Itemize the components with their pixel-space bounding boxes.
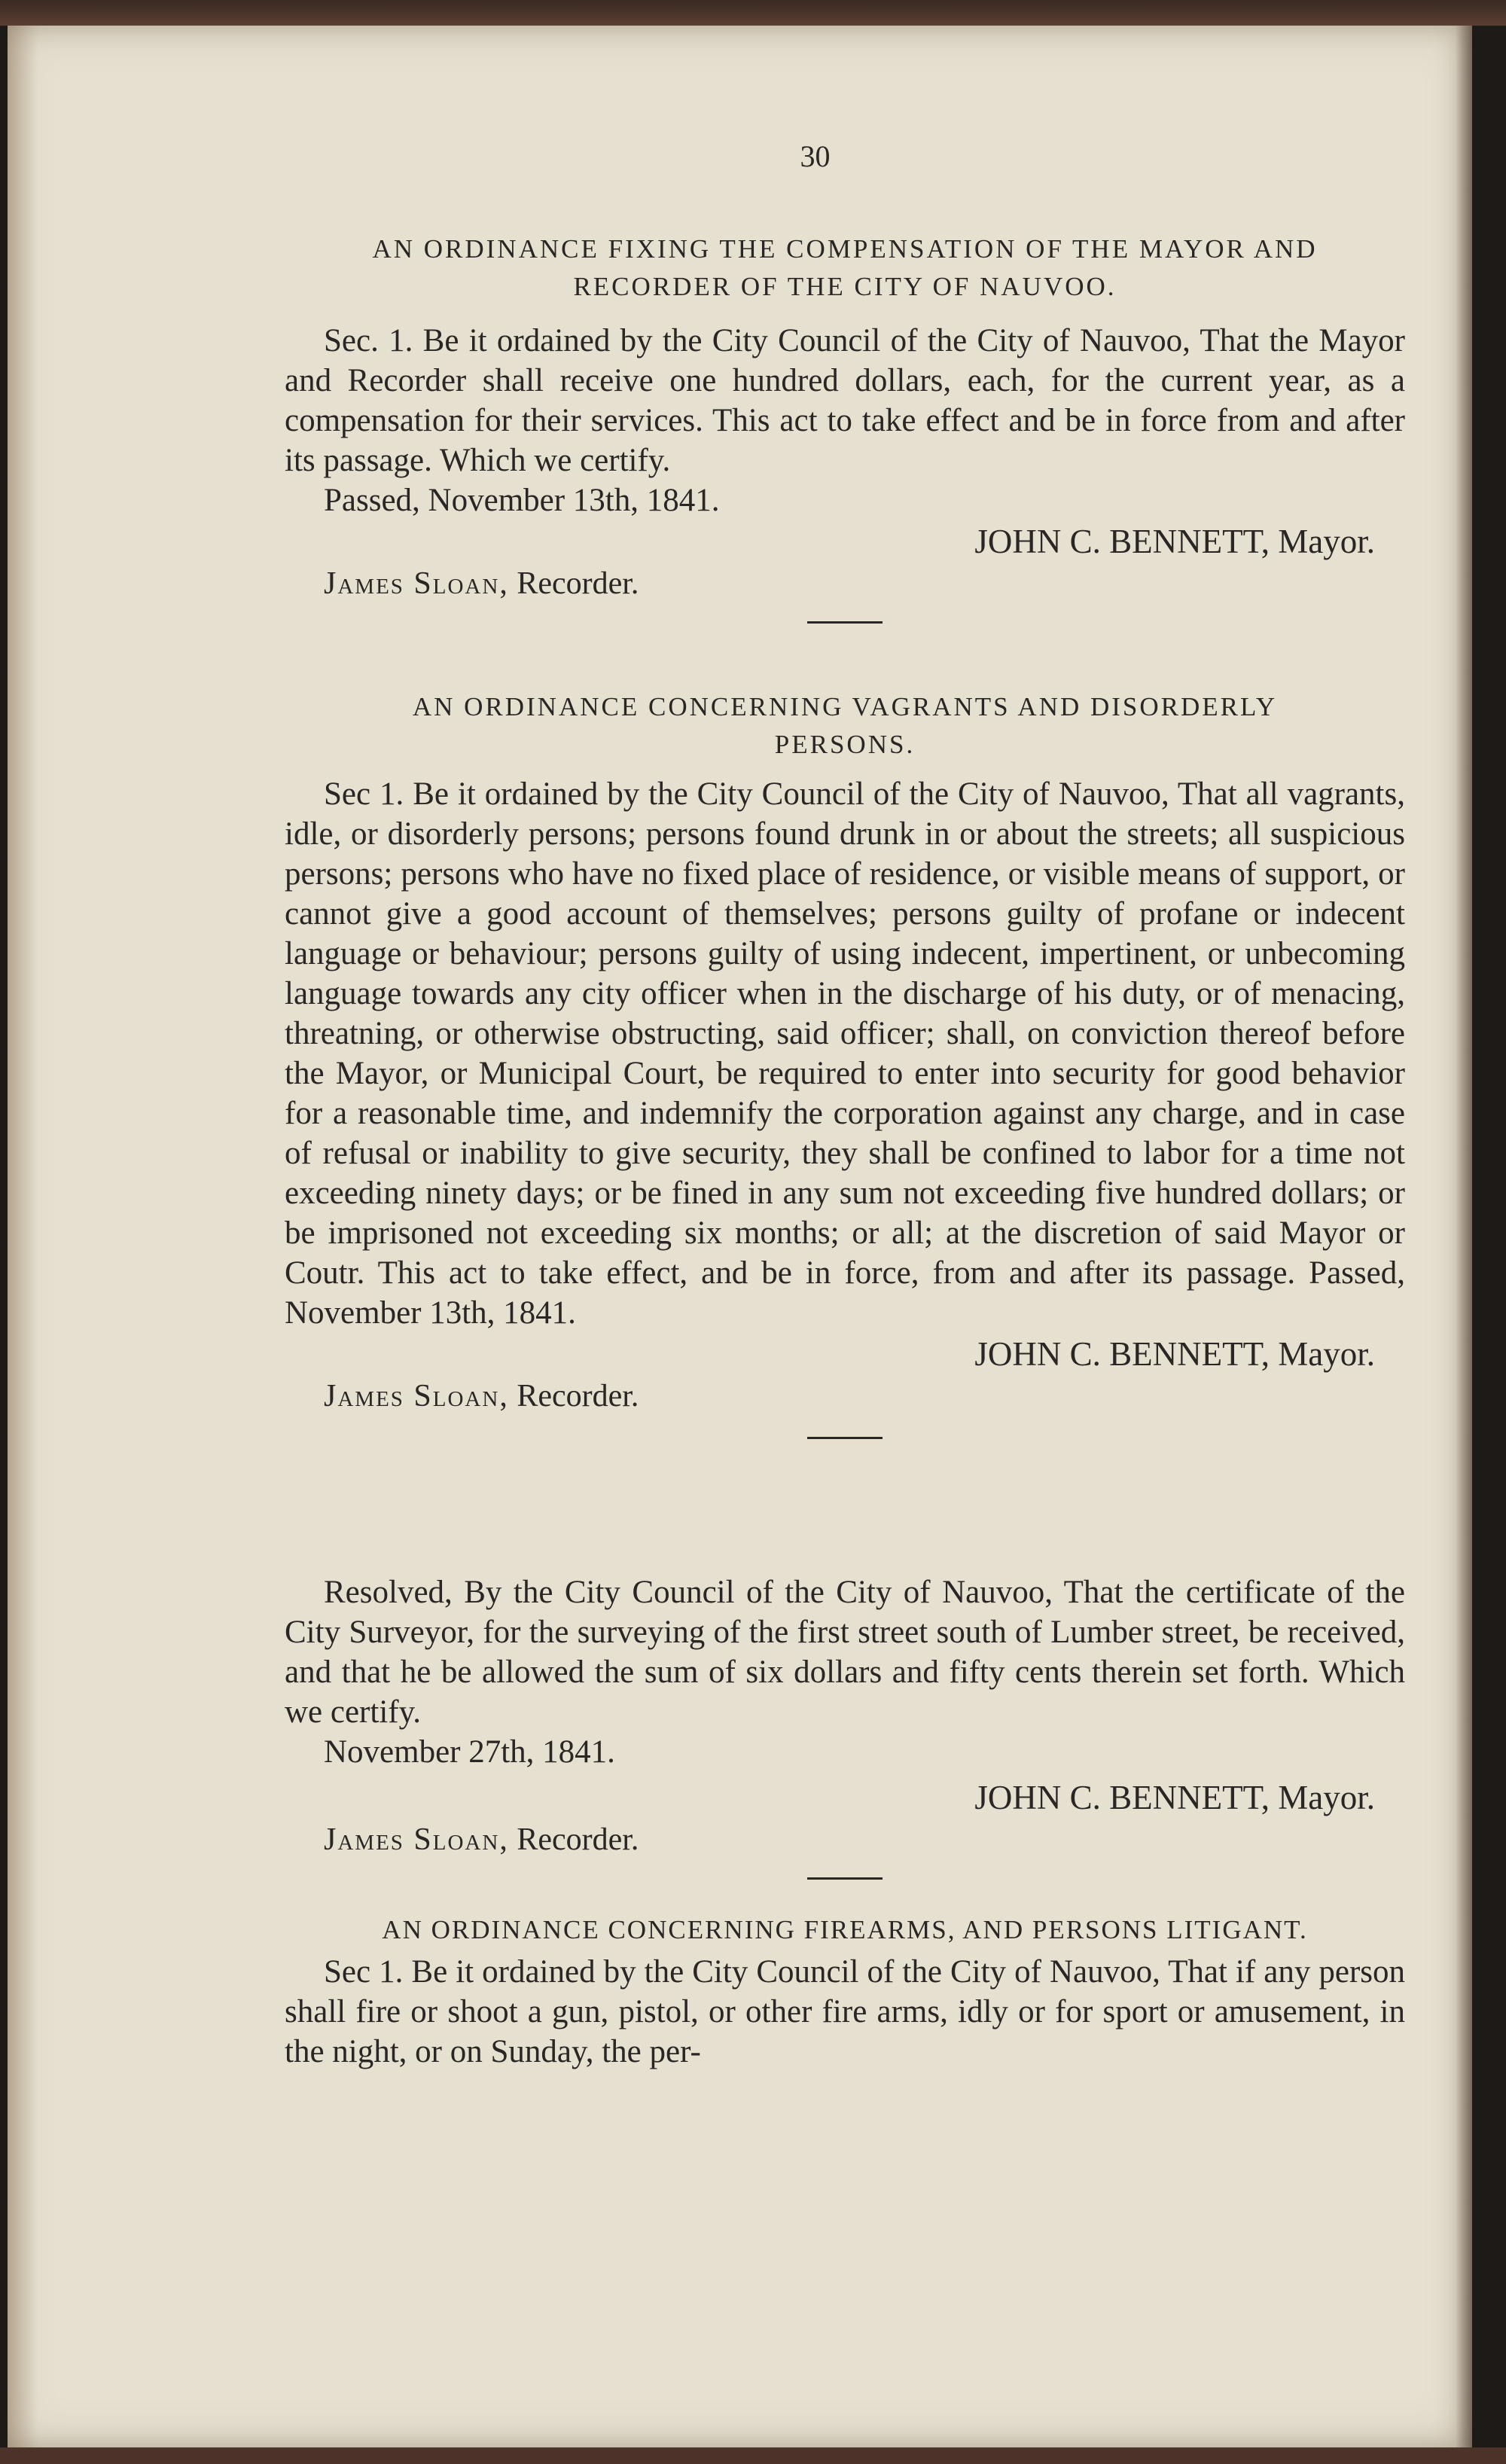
mayor-signature: JOHN C. BENNETT, Mayor. (974, 523, 1375, 560)
section-heading: AN ORDINANCE CONCERNING FIREARMS, AND PERSONS LITIGANT. (382, 1915, 1308, 1944)
recorder-title: Recorder. (517, 1822, 639, 1857)
section-body: Sec 1. Be it ordained by the City Council of the City of Nauvoo, That all vagrants, idle, or disorderly persons; persons found drunk in or about the streets; all suspicious persons; persons who have no fixed place of residence, or visible means of support, or cannot give a good account of themselves; persons guilty of profane or indecent language or behaviour; persons guilty of using indecent, impertinent, or unbecoming language towards any city officer when in the discharge of his duty, or of menacing, threatning, or otherwise obstructing, said officer; shall, on conviction thereof before the Mayor, or Municipal Court, be required to enter into security for good behavior for a reasonable time, and indemnify the corporation against any charge, and in case of refusal or inability to give security, they shall be confined to labor for a time not exceeding ninety days; or be fined in any sum not exceeding five hundred dollars; or be imprisoned not exceeding six months; or all; at the discretion of said Mayor or Coutr. This act to take effect, and be in force, from and after its passage. Passed, November 13th, 1841. (285, 776, 1405, 1331)
section-heading-continued: PERSONS. (774, 730, 916, 759)
section-heading: AN ORDINANCE CONCERNING VAGRANTS AND DISORDERLY (412, 692, 1278, 721)
section-body: Sec 1. Be it ordained by the City Council of the City of Nauvoo, That if any person shall fire or shoot a gun, pistol, or other fire arms, idly or for sport or amusement, in the night, or on Sunday, the per- (285, 1954, 1405, 2069)
mayor-signature: JOHN C. BENNETT, Mayor. (974, 1335, 1375, 1373)
page-gutter-shadow (8, 26, 38, 2447)
recorder-name: James Sloan, (324, 1379, 509, 1413)
recorder-signature (324, 1375, 1405, 1417)
ordinance-firearms (285, 1911, 1405, 2072)
recorder-title: Recorder. (517, 1379, 639, 1413)
ordinance-compensation (285, 230, 1405, 624)
recorder-title: Recorder. (517, 566, 639, 601)
ordinance-vagrants (285, 688, 1405, 1439)
section-body: Sec. 1. Be it ordained by the City Council of the City of Nauvoo, That the Mayor and Recorder shall receive one hundred dollars, each, for the current year, as a compensation for their services. This act to take effect and be in force from and after its passage. Which we certify. (285, 323, 1405, 478)
binding-bottom-edge (0, 2447, 1506, 2464)
recorder-name: James Sloan, (324, 566, 509, 601)
mayor-signature: JOHN C. BENNETT, Mayor. (974, 1779, 1375, 1816)
section-divider (807, 1437, 883, 1439)
binding-top-edge (0, 0, 1506, 26)
page-edge-shadow (1456, 26, 1472, 2447)
section-heading: AN ORDINANCE FIXING THE COMPENSATION OF THE MAYOR AND (372, 234, 1318, 264)
recorder-signature (324, 1819, 1405, 1861)
section-body: Resolved, By the City Council of the City of Nauvoo, That the certificate of the City Surveyor, for the surveying of the first street south of Lumber street, be received, and that he be allowed the sum of six dollars and fifty cents therein set forth. Which we certify. (285, 1575, 1405, 1730)
section-divider (807, 1877, 883, 1880)
book-page (8, 26, 1472, 2447)
passed-date: Passed, November 13th, 1841. (324, 483, 720, 518)
resolution-surveyor (285, 1572, 1405, 1880)
recorder-name: James Sloan, (324, 1822, 509, 1857)
passed-date: November 27th, 1841. (324, 1734, 615, 1770)
page-number: 30 (800, 139, 831, 173)
section-heading-continued: RECORDER OF THE CITY OF NAUVOO. (573, 272, 1117, 301)
recorder-signature (324, 563, 1405, 605)
section-divider (807, 621, 883, 624)
